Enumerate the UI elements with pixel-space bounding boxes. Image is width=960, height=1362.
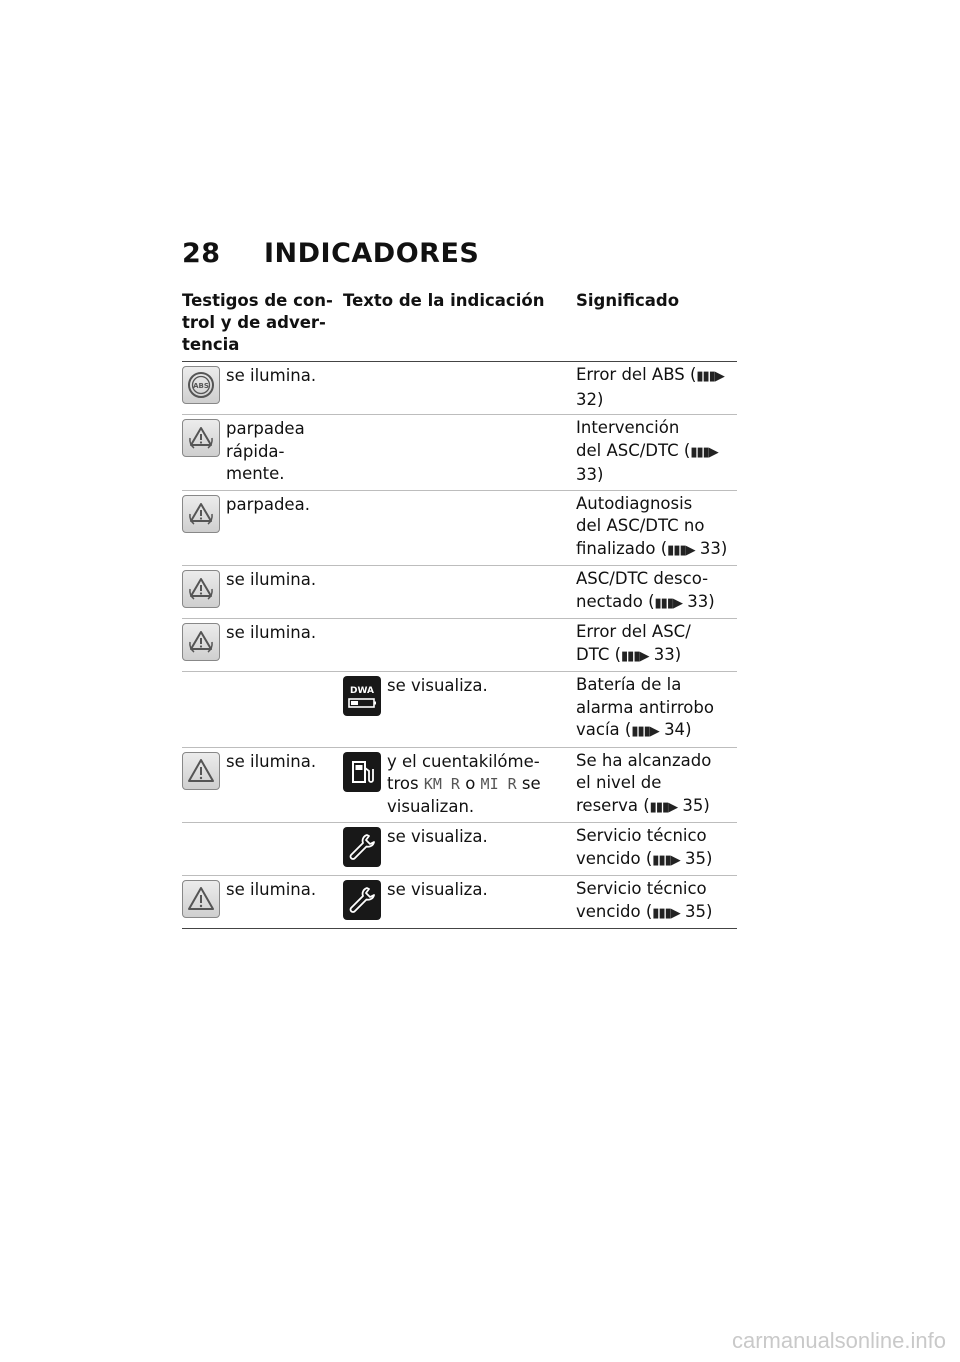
display-text-cell (343, 417, 576, 487)
indicator-table (182, 290, 737, 929)
warning-light-cell (182, 621, 343, 668)
meaning-cell (576, 568, 737, 615)
page-reference-link[interactable]: (▮▮▮▶ 33) (609, 644, 682, 664)
warning-light-cell (182, 878, 343, 925)
page-reference-arrow-icon: ▮▮▮▶ (649, 799, 678, 815)
display-text-part: y el cuentakilóme- tros (387, 751, 540, 793)
page-reference-number: 33 (699, 538, 721, 558)
table-row (182, 876, 737, 929)
warning-light-text: se ilumina. (226, 570, 317, 589)
meaning-text: Autodiagnosis del ASC/DTC no finalizado (576, 493, 705, 558)
display-text: se visualiza. (387, 676, 488, 695)
page-reference-arrow-icon: ▮▮▮▶ (696, 369, 724, 384)
page-reference-number: 35 (685, 848, 707, 868)
table-body (182, 362, 737, 929)
general-warning-icon (182, 752, 220, 790)
meaning-cell (576, 750, 737, 820)
warning-light-text: se ilumina. (226, 751, 317, 771)
odometer-label: KM R (423, 775, 460, 793)
page-reference-link[interactable]: (▮▮▮▶ 32) (576, 365, 724, 409)
page-reference-arrow-icon: ▮▮▮▶ (690, 444, 718, 460)
header-warning-lights: Testigos de con- trol y de adver- tencia (182, 291, 333, 354)
asc-dtc-icon (182, 419, 220, 457)
page-reference-number: 32 (576, 389, 597, 409)
svg-text:DWA: DWA (350, 686, 374, 696)
page-reference-number: 33 (653, 644, 675, 664)
table-row (182, 362, 737, 415)
meaning-text: Error del ABS (576, 365, 685, 384)
meaning-text: Se ha alcanzado el nivel de reserva (576, 750, 712, 815)
table-row (182, 491, 737, 567)
page-reference-number: 35 (685, 901, 707, 921)
table-row (182, 748, 737, 824)
display-text-cell (343, 674, 576, 744)
meaning-text: Servicio técnico vencido (576, 826, 707, 868)
display-text-cell (343, 825, 576, 872)
meaning-cell (576, 621, 737, 668)
warning-light-text: se ilumina. (226, 366, 317, 385)
display-text-part: o (459, 774, 481, 793)
display-text-part: se visualizan. (387, 774, 541, 816)
table-row (182, 415, 737, 491)
page-number: 28 (182, 238, 221, 269)
meaning-text: ASC/DTC desco- nectado (576, 569, 709, 611)
display-text (381, 750, 567, 819)
page-reference-number: 35 (682, 795, 704, 815)
dwa-battery-icon (343, 676, 381, 716)
page-reference-link[interactable]: (▮▮▮▶ 33) (642, 591, 715, 611)
table-row (182, 566, 737, 619)
display-text-cell (343, 364, 576, 411)
warning-light-cell (182, 825, 343, 872)
meaning-cell (576, 674, 737, 744)
meaning-text: Servicio técnico vencido (576, 879, 707, 921)
page-reference-number: 33 (576, 465, 597, 484)
meaning-text: Batería de la alarma antirrobo vacía (576, 675, 714, 739)
page-reference-link[interactable]: (▮▮▮▶ 33) (655, 538, 728, 558)
asc-dtc-icon (182, 623, 220, 661)
asc-dtc-icon (182, 495, 220, 533)
warning-light-cell (182, 750, 343, 820)
meaning-cell (576, 878, 737, 925)
warning-light-text: se ilumina. (226, 623, 317, 642)
warning-light-cell (182, 493, 343, 563)
page-reference-link[interactable]: (▮▮▮▶ 33) (576, 440, 718, 484)
page-reference-link[interactable]: (▮▮▮▶ 34) (619, 720, 692, 739)
svg-text:ABS: ABS (193, 382, 209, 390)
header-display-text: Texto de la indicación (343, 291, 545, 310)
section-title: INDICADORES (264, 238, 480, 269)
meaning-cell (576, 825, 737, 872)
page-reference-link[interactable]: (▮▮▮▶ 35) (640, 901, 713, 921)
page-reference-arrow-icon: ▮▮▮▶ (621, 648, 649, 664)
watermark: carmanualsonline.info (731, 1328, 946, 1353)
meaning-cell (576, 364, 737, 411)
display-text-cell (343, 493, 576, 563)
page-reference-link[interactable]: (▮▮▮▶ 35) (637, 795, 710, 815)
page-reference-link[interactable]: (▮▮▮▶ 35) (640, 848, 713, 868)
page-reference-arrow-icon: ▮▮▮▶ (631, 724, 659, 739)
warning-light-cell (182, 568, 343, 615)
meaning-cell (576, 493, 737, 563)
meaning-text: Intervención del ASC/DTC (576, 418, 680, 460)
display-text-cell (343, 750, 576, 820)
display-text: se visualiza. (387, 827, 488, 846)
meaning-cell (576, 417, 737, 487)
wrench-icon (343, 880, 381, 920)
display-text-cell (343, 621, 576, 668)
table-header (182, 290, 737, 362)
warning-light-text: se ilumina. (226, 880, 317, 899)
asc-dtc-icon (182, 570, 220, 608)
warning-light-cell (182, 417, 343, 487)
page-reference-arrow-icon: ▮▮▮▶ (652, 905, 680, 921)
fuel-pump-icon (343, 752, 381, 792)
page-reference-arrow-icon: ▮▮▮▶ (667, 542, 695, 558)
display-text: se visualiza. (387, 880, 488, 899)
warning-light-text: parpadea rápida- mente. (226, 419, 305, 483)
table-row (182, 619, 737, 672)
meaning-text: Error del ASC/ DTC (576, 622, 691, 664)
warning-light-cell (182, 364, 343, 411)
header-meaning: Significado (576, 291, 680, 310)
page-reference-arrow-icon: ▮▮▮▶ (654, 595, 682, 611)
warning-light-text: parpadea. (226, 494, 310, 514)
page-header (182, 238, 479, 269)
page-reference-number: 33 (687, 591, 709, 611)
abs-warning-icon (182, 366, 220, 404)
wrench-icon (343, 827, 381, 867)
odometer-label: MI R (480, 775, 517, 793)
page-reference-number: 34 (664, 720, 686, 739)
page-reference-arrow-icon: ▮▮▮▶ (652, 852, 680, 868)
table-row (182, 823, 737, 876)
table-row (182, 672, 737, 748)
display-text-cell (343, 878, 576, 925)
display-text-cell (343, 568, 576, 615)
general-warning-icon (182, 880, 220, 918)
warning-light-cell (182, 674, 343, 744)
